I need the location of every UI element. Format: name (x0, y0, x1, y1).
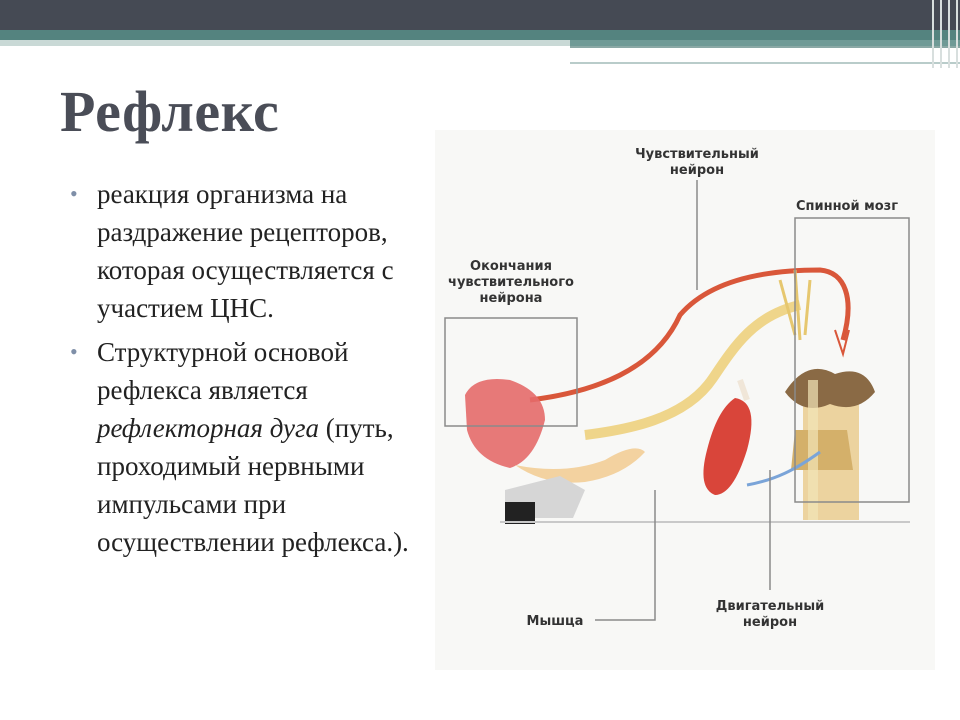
decorative-lines (928, 0, 960, 68)
accent-band-right (570, 46, 960, 64)
endings-label-3: нейрона (479, 291, 543, 306)
sensory-neuron-label-2: нейрон (669, 163, 725, 178)
spinal-cord-label: Спинной мозг (795, 199, 899, 214)
sensory-neuron-label: Чувствительный (635, 147, 759, 162)
bullet-dot-icon: • (70, 181, 78, 206)
accent-stripe (0, 30, 960, 40)
bullet-text-tail: (путь, проходимый нервными импульсами при осуществлении рефлекса.). (97, 413, 409, 557)
endings-label-2: чувствительного (448, 275, 574, 290)
bullet-text: Структурной основой рефлекса является (97, 337, 349, 405)
bullet-dot-icon: • (70, 339, 78, 364)
reflex-arc-diagram (435, 130, 935, 670)
bullet-item (70, 175, 440, 327)
motor-neuron-label-2: нейрон (742, 615, 798, 630)
bullet-emphasis: рефлекторная дуга (97, 413, 320, 443)
accent-stripe-light (0, 40, 570, 46)
slide-title: Рефлекс (60, 79, 280, 144)
muscle-label: Мышца (526, 614, 584, 629)
bullet-list (70, 175, 440, 567)
top-bar (0, 0, 960, 30)
bullet-text: реакция организма на раздражение рецепторов, которая осуществляется с участием ЦНС. (97, 179, 394, 323)
bullet-item (70, 333, 440, 561)
motor-neuron-label: Двигательный (715, 599, 825, 614)
stimulus-object-dark (505, 502, 535, 524)
endings-label: Окончания (470, 259, 552, 274)
